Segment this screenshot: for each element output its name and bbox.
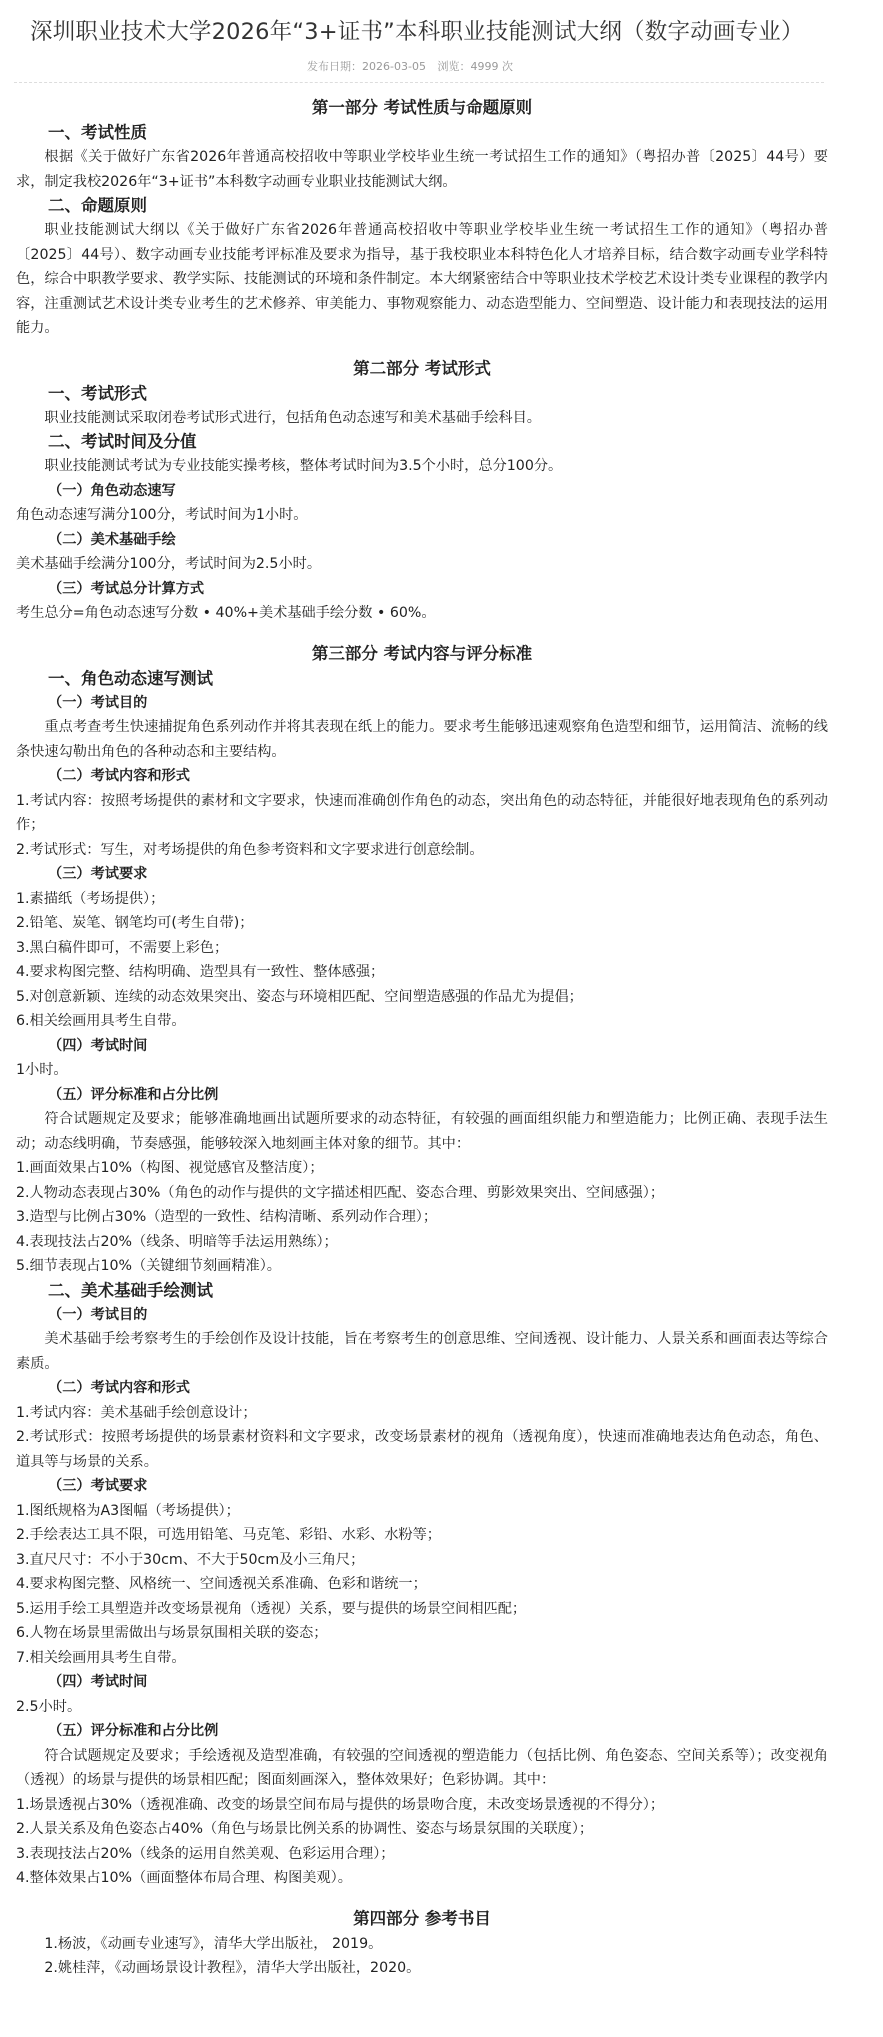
paragraph: 1小时。 (16, 1062, 68, 1078)
list-item: 1.图纸规格为A3图幅（考场提供）； (16, 1502, 240, 1519)
part4-title: 第四部分 参考书目 (353, 1908, 491, 1928)
part3-title: 第三部分 考试内容与评分标准 (311, 643, 533, 663)
subsection-heading: （三）考试要求 (48, 1478, 148, 1494)
subsection-heading: （二）考试内容和形式 (48, 768, 190, 784)
paragraph: 根据《关于做好广东省2026年普通高校招收中等职业学校毕业生统一考试招生工作的通知》（粤招办普〔2025〕44号）要求，制定我校2026年“3+证书”本科数字动画专业职业技能测试大纲。 (16, 149, 828, 190)
list-item: 4.要求构图完整、风格统一、空间透视关系准确、色彩和谐统一； (16, 1576, 427, 1592)
list-item: 6.人物在场景里需做出与场景氛围相关联的姿态； (16, 1625, 328, 1641)
paragraph: 符合试题规定及要求；手绘透视及造型准确，有较强的空间透视的塑造能力（包括比例、角色姿态、空间关系等）；改变视角（透视）的场景与提供的场景相匹配；图面刻画深入，整体效果好；色彩协调。其中： (16, 1747, 828, 1788)
subsection-heading: （四）考试时间 (48, 1674, 148, 1690)
reference-item: 2.姚桂萍，《动画场景设计教程》，清华大学出版社，2020。 (44, 1960, 421, 1976)
subsection-heading: （三）考试要求 (48, 866, 148, 882)
section-heading: 二、考试时间及分值 (48, 432, 197, 451)
section-heading: 一、考试性质 (48, 123, 147, 142)
subsection-heading: （一）考试目的 (48, 694, 148, 711)
subsection-heading: （三）考试总分计算方式 (48, 580, 205, 597)
list-item: 2.考试形式：按照考场提供的场景素材资料和文字要求，改变场景素材的视角（透视角度），快速而准确地表达角色动态，角色、道具等与场景的关系。 (16, 1429, 828, 1470)
article-meta (0, 58, 820, 74)
subsection-heading: （五）评分标准和占分比例 (48, 1086, 219, 1103)
list-item: 5.运用手绘工具塑造并改变场景视角（透视）关系，要与提供的场景空间相匹配； (16, 1600, 527, 1617)
list-item: 3.直尺尺寸：不小于30cm、不大于50cm及小三角尺； (16, 1551, 365, 1568)
paragraph: 角色动态速写满分100分，考试时间为1小时。 (16, 507, 308, 523)
publish-date: 发布日期：2026-03-05 (307, 60, 426, 73)
paragraph: 职业技能测试考试为专业技能实操考核，整体考试时间为3.5个小时，总分100分。 (44, 458, 563, 474)
list-item: 5.对创意新颖、连续的动态效果突出、姿态与环境相匹配、空间塑造感强的作品尤为提倡； (16, 988, 583, 1005)
paragraph: 考生总分=角色动态速写分数 • 40%+美术基础手绘分数 • 60%。 (16, 605, 436, 621)
list-item: 2.人景关系及角色姿态占40%（角色与场景比例关系的协调性、姿态与场景氛围的关联度）； (16, 1821, 594, 1837)
list-item: 2.铅笔、炭笔、钢笔均可(考生自带)； (16, 915, 254, 931)
section-heading: 一、考试形式 (48, 383, 147, 403)
list-item: 2.手绘表达工具不限，可选用铅笔、马克笔、彩铅、水彩、水粉等； (16, 1527, 441, 1543)
paragraph: 职业技能测试大纲以《关于做好广东省2026年普通高校招收中等职业学校毕业生统一考试招生工作的通知》（粤招办普〔2025〕44号）、数字动画专业技能考评标准及要求为指导，基于我校职业本科特色化人才培养目标，结合数字动画专业学科特色，综合中职教学要求、教学实际、技能测试的环境和条件制定。本大纲紧密结合中等职业技术学校艺术设计类专业课程的教学内容，注重测试艺术设计类专业考生的艺术修养、审美能力、事物观察能力、动态造型能力、空间塑造、设计能力和表现技法的运用能力。 (16, 222, 828, 336)
list-item: 2.考试形式：写生，对考场提供的角色参考资料和文字要求进行创意绘制。 (16, 841, 484, 858)
subsection-heading: （二）美术基础手绘 (48, 531, 176, 548)
list-item: 1.素描纸（考场提供）； (16, 890, 165, 907)
section-heading: 二、美术基础手绘测试 (48, 1280, 213, 1300)
subsection-heading: （一）角色动态速写 (48, 482, 176, 499)
list-item: 1.场景透视占30%（透视准确、改变的场景空间布局与提供的场景吻合度，未改变场景透视的不得分）； (16, 1796, 665, 1813)
paragraph: 美术基础手绘考察考生的手绘创作及设计技能，旨在考察考生的创意思维、空间透视、设计能力、人景关系和画面表达等综合素质。 (16, 1331, 828, 1372)
subsection-heading: （二）考试内容和形式 (48, 1380, 190, 1396)
list-item: 1.画面效果占10%（构图、视觉感官及整洁度）； (16, 1160, 324, 1176)
paragraph: 重点考查考生快速捕捉角色系列动作并将其表现在纸上的能力。要求考生能够迅速观察角色造型和细节，运用简洁、流畅的线条快速勾勒出角色的各种动态和主要结构。 (16, 719, 828, 760)
list-item: 3.造型与比例占30%（造型的一致性、结构清晰、系列动作合理）； (16, 1209, 438, 1225)
list-item: 3.表现技法占20%（线条的运用自然美观、色彩运用合理）； (16, 1845, 395, 1862)
reference-item: 1.杨波，《动画专业速写》，清华大学出版社， 2019。 (44, 1935, 383, 1952)
paragraph: 职业技能测试采取闭卷考试形式进行，包括角色动态速写和美术基础手绘科目。 (44, 409, 541, 426)
part1-title: 第一部分 考试性质与命题原则 (311, 98, 533, 117)
list-item: 5.细节表现占10%（关键细节刻画精准）。 (16, 1258, 281, 1274)
paragraph: 2.5小时。 (16, 1698, 82, 1715)
page-title: 深圳职业技术大学2026年“3+证书”本科职业技能测试大纲（数字动画专业） (30, 19, 804, 45)
paragraph: 美术基础手绘满分100分，考试时间为2.5小时。 (16, 556, 322, 572)
list-item: 4.要求构图完整、结构明确、造型具有一致性、整体感强； (16, 964, 385, 980)
list-item: 4.表现技法占20%（线条、明暗等手法运用熟练）； (16, 1233, 338, 1250)
list-item: 1.考试内容：按照考场提供的素材和文字要求，快速而准确创作角色的动态，突出角色的动态特征，并能很好地表现角色的系列动作； (16, 792, 828, 833)
list-item: 7.相关绘画用具考生自带。 (16, 1649, 186, 1666)
list-item: 4.整体效果占10%（画面整体布局合理、构图美观）。 (16, 1870, 352, 1886)
list-item: 1.考试内容：美术基础手绘创意设计； (16, 1404, 257, 1421)
subsection-heading: （一）考试目的 (48, 1306, 148, 1323)
view-count: 浏览：4999 次 (437, 60, 513, 73)
section-heading: 一、角色动态速写测试 (48, 668, 213, 688)
paragraph: 符合试题规定及要求；能够准确地画出试题所要求的动态特征，有较强的画面组织能力和塑造能力；比例正确、表现手法生动；动态线明确，节奏感强，能够较深入地刻画主体对象的细节。其中： (16, 1111, 828, 1152)
part2-title: 第二部分 考试形式 (353, 358, 491, 378)
article-body (16, 94, 828, 1981)
subsection-heading: （五）评分标准和占分比例 (48, 1723, 219, 1739)
list-item: 3.黑白稿件即可，不需要上彩色； (16, 939, 229, 956)
section-heading: 二、命题原则 (48, 196, 147, 215)
header-divider (14, 82, 824, 83)
list-item: 6.相关绘画用具考生自带。 (16, 1013, 186, 1029)
list-item: 2.人物动态表现占30%（角色的动作与提供的文字描述相匹配、姿态合理、剪影效果突出、空间感强）； (16, 1184, 665, 1201)
subsection-heading: （四）考试时间 (48, 1037, 148, 1054)
